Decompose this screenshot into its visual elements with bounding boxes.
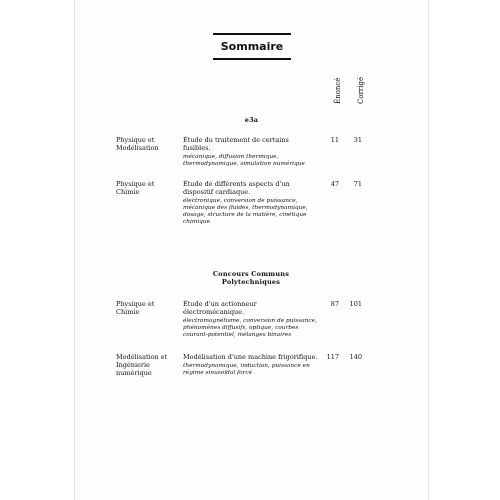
entry-enonce-page: 47	[330, 180, 339, 188]
page-title: Sommaire	[220, 40, 284, 53]
title-rule-bottom	[213, 58, 291, 60]
entry-main	[183, 300, 318, 339]
entry-main	[183, 136, 318, 168]
entry-main	[183, 353, 318, 377]
entry-subject: Physique et Chimie	[116, 180, 155, 196]
entry-description: thermodynamique, induction, puissance en régime sinusoïdal forcé	[183, 363, 310, 376]
entry-description: électronique, conversion de puissance, mécanique des fluides, thermodynamique, dosage, structure de la matière, cinétique chimique	[183, 198, 308, 225]
section-heading-e3a: e3a	[244, 116, 259, 124]
entry-corrige-page: 71	[353, 180, 362, 188]
entry-corrige-page: 140	[349, 353, 362, 361]
entry-subject: Modélisation et Ingénierie numérique	[116, 353, 168, 377]
entry-title: Étude d'un actionneur électromécanique.	[183, 300, 257, 316]
entry-enonce-page: 11	[330, 136, 339, 144]
entry-title: Modélisation d'une machine frigorifique.	[183, 353, 318, 361]
title-block	[213, 33, 291, 60]
entry-corrige-page: 31	[353, 136, 362, 144]
entry-title: Étude de différents aspects d'un dispositif cardiaque.	[183, 180, 290, 196]
entry-subject: Physique et Modélisation	[116, 136, 159, 152]
entry-enonce-page: 117	[326, 353, 339, 361]
entry-subject: Physique et Chimie	[116, 300, 155, 316]
entry-corrige-page: 101	[349, 300, 362, 308]
entry-enonce-page: 87	[330, 300, 339, 308]
section-heading-ccp: Concours Communs Polytechniques	[212, 270, 290, 286]
document-page	[74, 0, 429, 500]
entry-description: mécanique, diffusion thermique, thermodynamique, simulation numérique	[183, 154, 305, 167]
entry-description: électromagnétisme, conversion de puissance, phénomènes diffusifs, optique, courbes courant-potentiel, mélanges binaires	[183, 318, 317, 338]
column-header-enonce: Énoncé	[334, 77, 342, 104]
entry-main	[183, 180, 318, 226]
column-header-corrige: Corrigé	[357, 76, 365, 104]
entry-title: Étude du traitement de certains fusibles.	[183, 136, 289, 152]
